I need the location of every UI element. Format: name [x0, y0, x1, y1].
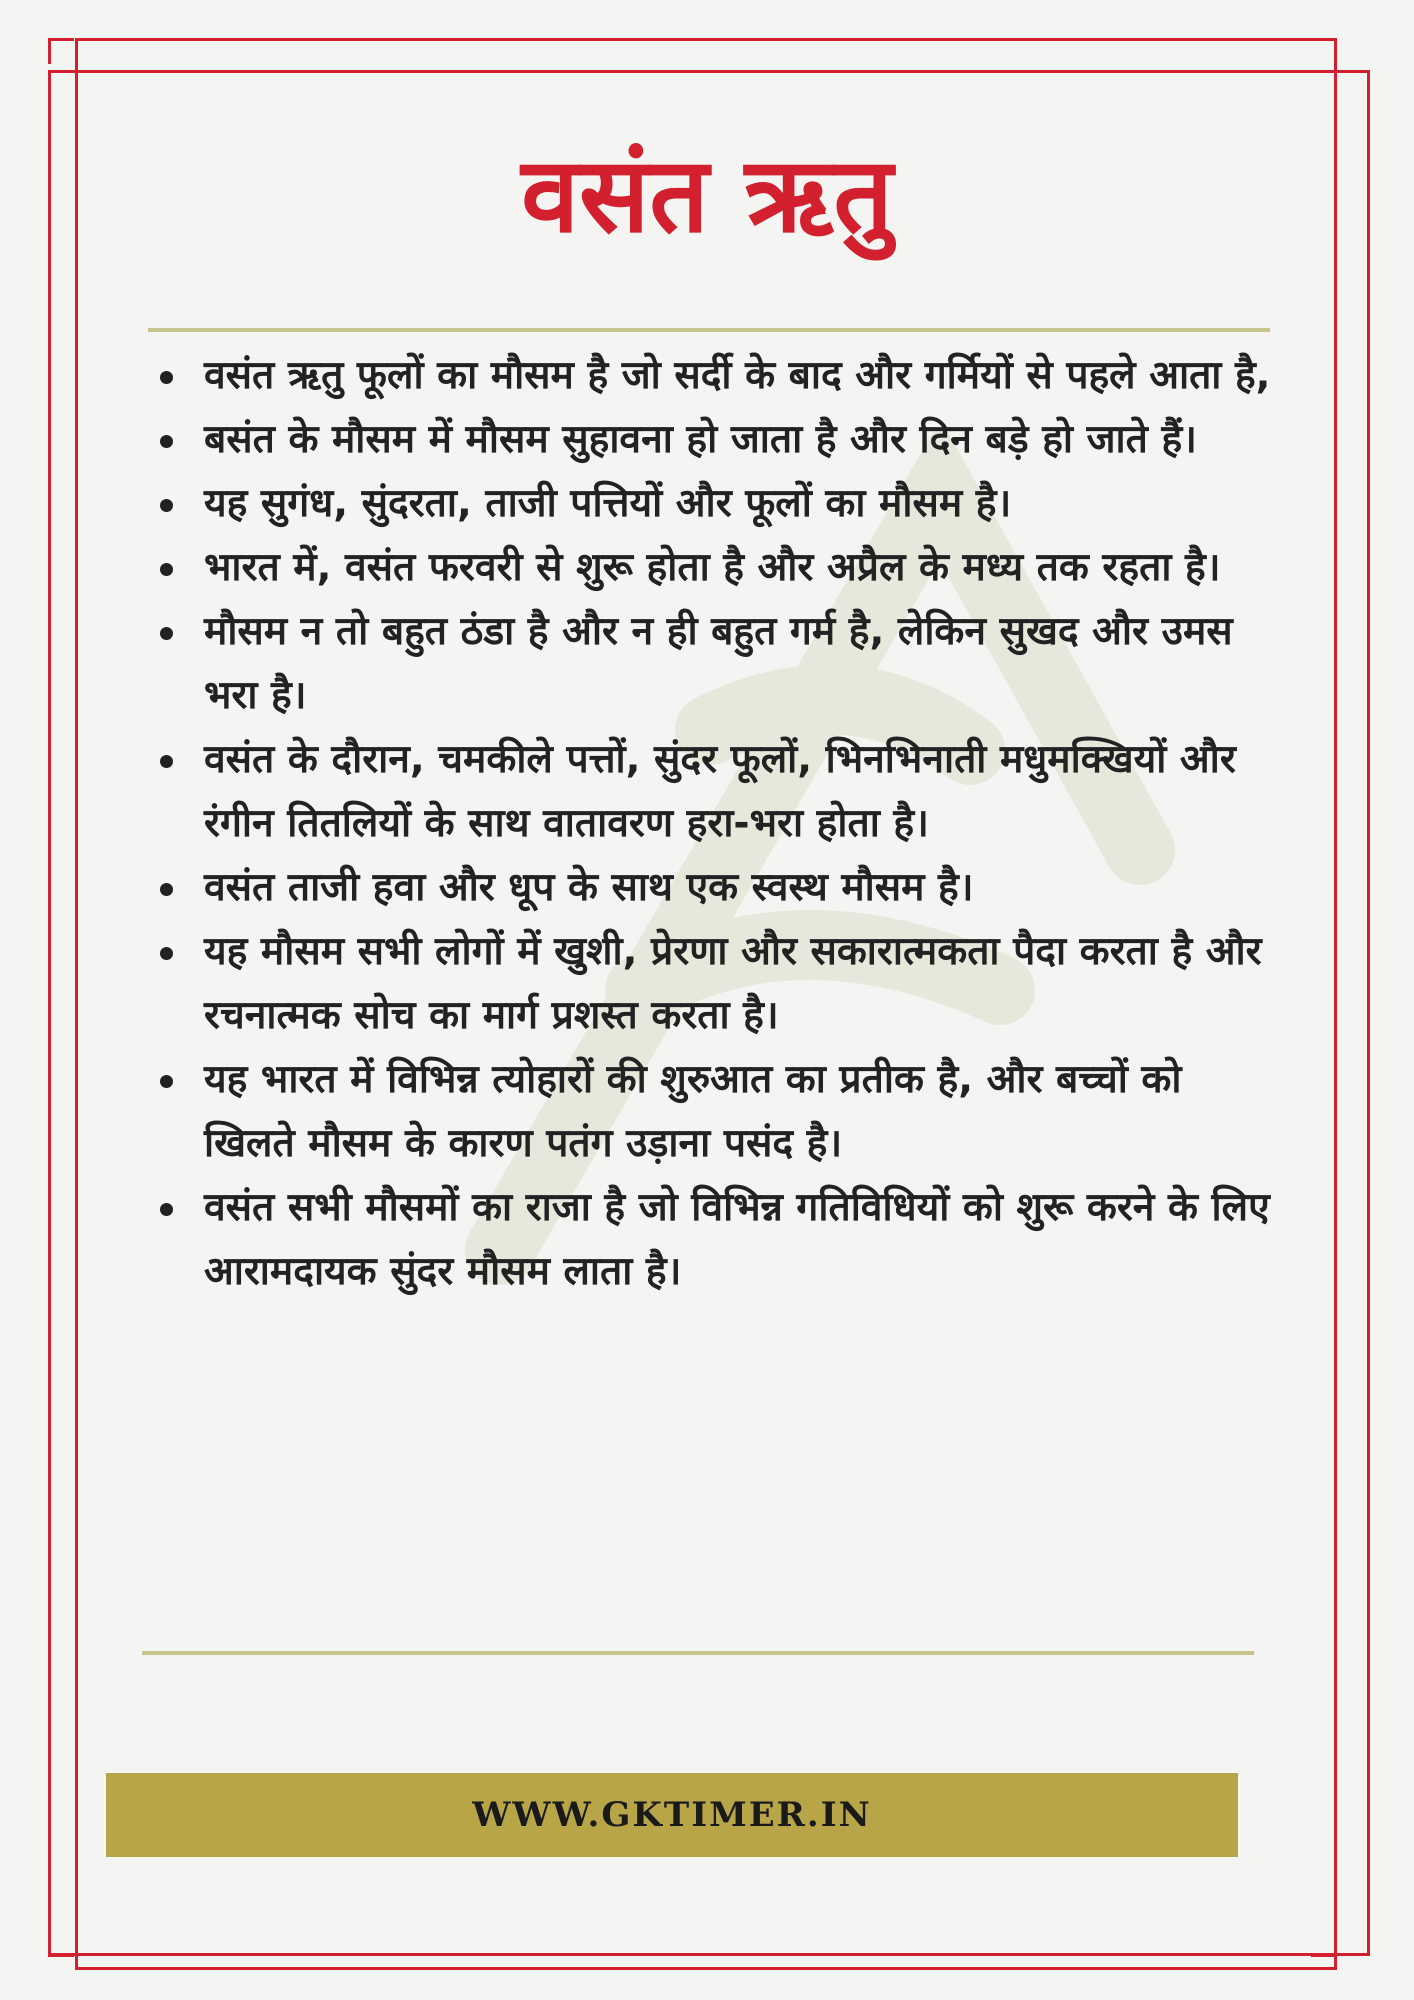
- list-item: यह मौसम सभी लोगों में खुशी, प्रेरणा और सकारात्मकता पैदा करता है और रचनात्मक सोच का मार्ग प्रशस्त करता है।: [150, 920, 1280, 1048]
- list-item: वसंत सभी मौसमों का राजा है जो विभिन्न गतिविधियों को शुरू करने के लिए आरामदायक सुंदर मौसम लाता है।: [150, 1176, 1280, 1304]
- border-corner-top-left: [48, 38, 74, 64]
- border-corner-bottom-right: [1311, 1931, 1337, 1957]
- footer-banner: [106, 1773, 1238, 1857]
- list-item: मौसम न तो बहुत ठंडा है और न ही बहुत गर्म है, लेकिन सुखद और उमस भरा है।: [150, 600, 1280, 728]
- list-item: वसंत ऋतु फूलों का मौसम है जो सर्दी के बाद और गर्मियों से पहले आता है,: [150, 344, 1280, 408]
- title-divider: [148, 328, 1270, 332]
- list-item: बसंत के मौसम में मौसम सुहावना हो जाता है और दिन बड़े हो जाते हैं।: [150, 408, 1280, 472]
- list-item: वसंत के दौरान, चमकीले पत्तों, सुंदर फूलों, भिनभिनाती मधुमक्खियों और रंगीन तितलियों के साथ वातावरण हरा-भरा होता है।: [150, 728, 1280, 856]
- points-list: [150, 344, 1280, 1304]
- bottom-divider: [142, 1651, 1254, 1655]
- border-corner-bottom-left: [48, 1931, 74, 1957]
- page-title: वसंत ऋतु: [521, 134, 893, 256]
- list-item: वसंत ताजी हवा और धूप के साथ एक स्वस्थ मौसम है।: [150, 856, 1280, 920]
- list-item: यह सुगंध, सुंदरता, ताजी पत्तियों और फूलों का मौसम है।: [150, 472, 1280, 536]
- footer-website-link[interactable]: WWW.GKTIMER.IN: [472, 1795, 872, 1835]
- list-item: यह भारत में विभिन्न त्योहारों की शुरुआत का प्रतीक है, और बच्चों को खिलते मौसम के कारण पतंग उड़ाना पसंद है।: [150, 1048, 1280, 1176]
- list-item: भारत में, वसंत फरवरी से शुरू होता है और अप्रैल के मध्य तक रहता है।: [150, 536, 1280, 600]
- border-corner-top-right: [1311, 38, 1337, 64]
